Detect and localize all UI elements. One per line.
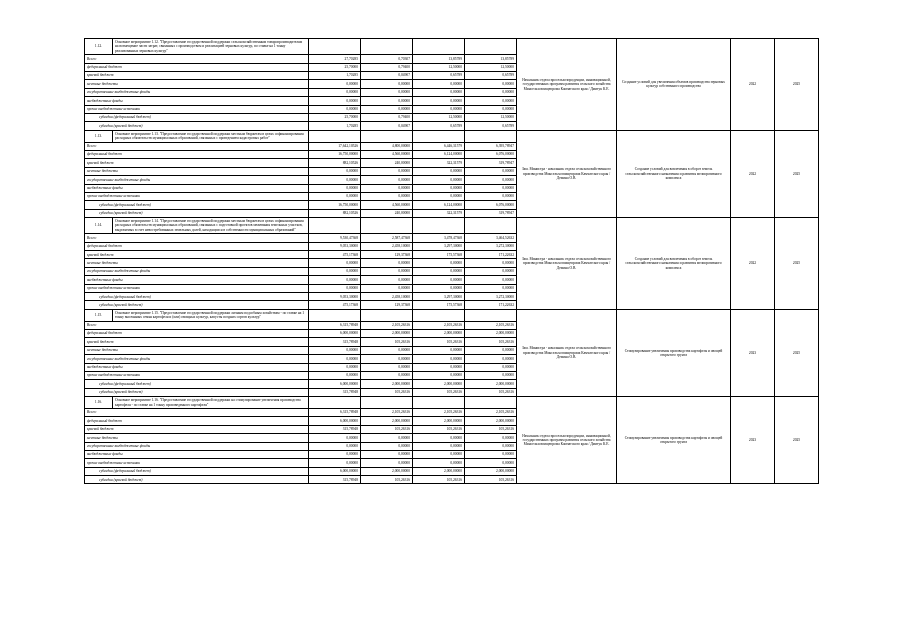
measure-number: 1.16.: [85, 397, 113, 409]
funding-value: 2,000,00000: [465, 380, 517, 388]
funding-value: 0,00000: [361, 459, 413, 467]
funding-value: 129,37368: [361, 251, 413, 259]
funding-value: 0,79400: [361, 113, 413, 121]
funding-value: 0,79400: [361, 63, 413, 71]
funding-value: 0,00000: [413, 184, 465, 192]
funding-value: 2,000,00000: [413, 417, 465, 425]
measure-number: 1.13.: [85, 130, 113, 142]
funding-source-label: государственные внебюджетные фонды: [85, 267, 309, 275]
funding-value: 12,50000: [465, 63, 517, 71]
funding-source-label: Всего:: [85, 142, 309, 150]
funding-value: 12,50000: [413, 113, 465, 121]
funding-value: 6,000,00000: [309, 380, 361, 388]
funding-value: 6,000,00000: [309, 467, 361, 475]
empty-cell: [465, 218, 517, 234]
funding-value: 0,00000: [413, 450, 465, 458]
empty-cell: [413, 218, 465, 234]
funding-source-label: государственные внебюджетные фонды: [85, 355, 309, 363]
measure-title: Основное мероприятие 1.13. "Предоставление государственной поддержки местным бюджетам в целях софинансирования расходных обязательств муниципальных образований, связанных с проведением кадастровых работ": [113, 130, 309, 142]
funding-source-label: государственные внебюджетные фонды: [85, 442, 309, 450]
funding-value: 6,000,00000: [309, 417, 361, 425]
expected-result-cell: Создание условий для вовлечения в оборот земель сельскохозяйственного назначения и развития мелиоративного комплекса: [617, 130, 731, 217]
funding-source-label: федеральный бюджет: [85, 242, 309, 250]
funding-value: 171,22632: [465, 301, 517, 309]
funding-value: 105,26316: [413, 476, 465, 484]
funding-value: 0,00000: [361, 442, 413, 450]
funding-value: 315,78948: [309, 425, 361, 433]
funding-source-label: внебюджетные фонды: [85, 363, 309, 371]
funding-value: 25,70000: [309, 113, 361, 121]
funding-source-label: прочие внебюджетные источники: [85, 459, 309, 467]
funding-value: 882,10526: [309, 159, 361, 167]
funding-value: 0,00000: [413, 192, 465, 200]
funding-value: 0,00000: [309, 105, 361, 113]
measure-number: 1.14.: [85, 218, 113, 234]
funding-source-label: субсидии (федеральный бюджет): [85, 293, 309, 301]
empty-cell: [361, 309, 413, 321]
funding-value: 0,00000: [309, 80, 361, 88]
funding-value: 9,053,30000: [309, 293, 361, 301]
funding-value: 0,00000: [413, 80, 465, 88]
executor-cell: Начальник отдела npoсельхозпродукции, инновационной, государственных программ развития сельского хозяйства Минсельхозпищепрома Камчатского края / Дмитук К.Е.: [517, 39, 617, 131]
funding-source-label: местные бюджеты: [85, 80, 309, 88]
funding-value: 0,00000: [361, 450, 413, 458]
end-year-cell: 2025: [775, 218, 819, 310]
funding-value: 240,00000: [361, 209, 413, 217]
funding-value: 0,00000: [361, 346, 413, 354]
funding-value: 2,587,47368: [361, 234, 413, 242]
table-body: [85, 39, 819, 484]
funding-value: 129,37368: [361, 301, 413, 309]
funding-value: 4,560,00000: [361, 201, 413, 209]
funding-value: 882,10526: [309, 209, 361, 217]
funding-value: 0,00000: [465, 346, 517, 354]
funding-value: 6,315,78948: [309, 321, 361, 329]
funding-source-label: внебюджетные фонды: [85, 97, 309, 105]
funding-source-label: субсидии (федеральный бюджет): [85, 380, 309, 388]
empty-cell: [413, 397, 465, 409]
funding-value: 2,000,00000: [361, 380, 413, 388]
expected-result-cell: Создание условий для вовлечения в оборот земель сельскохозяйственного назначения и развития мелиоративного комплекса: [617, 218, 731, 310]
funding-value: 2,000,00000: [413, 467, 465, 475]
funding-source-label: Всего:: [85, 408, 309, 416]
funding-source-label: федеральный бюджет: [85, 150, 309, 158]
funding-value: 105,26316: [361, 388, 413, 396]
funding-value: 0,00000: [465, 267, 517, 275]
funding-value: 0,00000: [465, 363, 517, 371]
empty-cell: [361, 218, 413, 234]
measure-header-row: [85, 397, 819, 409]
funding-value: 2,458,10000: [361, 242, 413, 250]
funding-value: 0,00000: [361, 105, 413, 113]
funding-value: 0,00000: [413, 442, 465, 450]
funding-value: 4,560,00000: [361, 150, 413, 158]
funding-value: 0,00000: [413, 346, 465, 354]
funding-source-label: субсидии (краевой бюджет): [85, 122, 309, 130]
funding-value: 25,70000: [309, 63, 361, 71]
funding-value: 105,26316: [361, 425, 413, 433]
funding-value: 105,26316: [465, 338, 517, 346]
measure-header-row: [85, 39, 819, 55]
funding-source-label: федеральный бюджет: [85, 63, 309, 71]
executor-cell: Зам. Министра - начальник отдела сельскохозяйственного производства Минсельхозпищепрома Камчатского края / Демина О.В.: [517, 218, 617, 310]
funding-value: 2,000,00000: [361, 330, 413, 338]
funding-value: 3,464,52632: [465, 234, 517, 242]
funding-value: 171,22632: [465, 251, 517, 259]
measure-header-row: [85, 218, 819, 234]
funding-source-label: местные бюджеты: [85, 167, 309, 175]
funding-value: 0,00000: [413, 267, 465, 275]
funding-value: 3,272,30000: [465, 242, 517, 250]
funding-value: 6,000,00000: [309, 330, 361, 338]
measure-title: Основное мероприятие 1.14. "Предоставление государственной поддержки местным бюджетам в целях софинансирования расходных обязательств муниципальных образований, связанных с подготовкой проектов межевания земельных участков, выделяемых в счет невостребованных земельных долей, находящихся в собственности муниципальных образований": [113, 218, 309, 234]
funding-value: 0,00000: [309, 450, 361, 458]
measure-number: 1.12.: [85, 39, 113, 55]
funding-value: 13,85789: [465, 55, 517, 63]
empty-cell: [465, 39, 517, 55]
funding-source-label: Всего:: [85, 234, 309, 242]
funding-value: 0,00000: [309, 97, 361, 105]
funding-value: 0,00000: [465, 459, 517, 467]
funding-source-label: государственные внебюджетные фонды: [85, 176, 309, 184]
funding-value: 2,000,00000: [465, 417, 517, 425]
funding-value: 1,70285: [309, 122, 361, 130]
start-year-cell: 2022: [731, 39, 775, 131]
funding-value: 0,00000: [361, 371, 413, 379]
funding-value: 105,26316: [361, 338, 413, 346]
end-year-cell: 2025: [775, 39, 819, 131]
funding-value: 0,65789: [413, 72, 465, 80]
empty-cell: [465, 130, 517, 142]
funding-value: 0,00000: [413, 259, 465, 267]
funding-value: 0,00000: [361, 276, 413, 284]
funding-value: 0,00000: [465, 259, 517, 267]
funding-value: 2,105,26316: [413, 321, 465, 329]
funding-value: 2,000,00000: [361, 467, 413, 475]
funding-value: 13,85789: [413, 55, 465, 63]
program-measures-table: [84, 38, 819, 484]
funding-value: 0,04907: [361, 122, 413, 130]
empty-cell: [465, 309, 517, 321]
funding-value: 0,00000: [413, 434, 465, 442]
funding-value: 0,00000: [465, 176, 517, 184]
funding-value: 0,00000: [413, 363, 465, 371]
funding-value: 0,00000: [309, 88, 361, 96]
empty-cell: [309, 309, 361, 321]
funding-value: 0,00000: [465, 276, 517, 284]
funding-source-label: государственные внебюджетные фонды: [85, 88, 309, 96]
empty-cell: [413, 309, 465, 321]
funding-source-label: местные бюджеты: [85, 434, 309, 442]
funding-source-label: краевой бюджет: [85, 425, 309, 433]
funding-value: 0,00000: [309, 346, 361, 354]
end-year-cell: 2025: [775, 130, 819, 217]
measure-title: Основное мероприятие 1.12. "Предоставление государственной поддержки сельскохозяйственным товаропроизводителям на возмещение части затрат, связанных с производством и реализацией зерновых культур, по ставке на 1 тонну реализованных зерновых культур": [113, 39, 309, 55]
funding-value: 2,000,00000: [361, 417, 413, 425]
funding-value: 2,105,26316: [465, 408, 517, 416]
funding-value: 6,076,00000: [465, 201, 517, 209]
funding-source-label: местные бюджеты: [85, 259, 309, 267]
measure-title: Основное мероприятие 1.15. "Предоставление государственной поддержки личным подсобным хозяйствам - по ставке на 1 тонну высеянных семян картофеля и (или) овощных культур, капусты поздних сортов культур": [113, 309, 309, 321]
funding-value: 0,00000: [361, 167, 413, 175]
funding-value: 0,00000: [413, 371, 465, 379]
funding-value: 0,00000: [309, 184, 361, 192]
funding-value: 0,00000: [465, 284, 517, 292]
measure-number: 1.15.: [85, 309, 113, 321]
funding-value: 0,00000: [361, 434, 413, 442]
empty-cell: [413, 39, 465, 55]
expected-result-cell: Создание условий для увеличения объемов производства зерновых культур собственного производства: [617, 39, 731, 131]
funding-value: 12,50000: [465, 113, 517, 121]
funding-value: 319,78947: [465, 159, 517, 167]
funding-source-label: прочие внебюджетные источники: [85, 284, 309, 292]
funding-source-label: Всего:: [85, 321, 309, 329]
funding-source-label: краевой бюджет: [85, 72, 309, 80]
funding-source-label: Всего:: [85, 55, 309, 63]
funding-value: 0,00000: [465, 371, 517, 379]
funding-value: 0,00000: [413, 459, 465, 467]
funding-source-label: прочие внебюджетные источники: [85, 105, 309, 113]
funding-source-label: субсидии (краевой бюджет): [85, 476, 309, 484]
funding-value: 0,00000: [309, 355, 361, 363]
funding-value: 12,50000: [413, 63, 465, 71]
funding-value: 0,00000: [413, 176, 465, 184]
funding-value: 2,000,00000: [465, 467, 517, 475]
measure-header-row: [85, 309, 819, 321]
end-year-cell: 2025: [775, 309, 819, 396]
empty-cell: [309, 39, 361, 55]
funding-value: 0,00000: [309, 176, 361, 184]
funding-value: 0,00000: [413, 97, 465, 105]
funding-value: 0,00000: [309, 371, 361, 379]
funding-source-label: внебюджетные фонды: [85, 184, 309, 192]
funding-value: 105,26316: [465, 388, 517, 396]
funding-value: 105,26316: [413, 338, 465, 346]
funding-value: 0,00000: [361, 267, 413, 275]
funding-value: 0,00000: [413, 276, 465, 284]
funding-value: 0,00000: [309, 167, 361, 175]
funding-source-label: внебюджетные фонды: [85, 450, 309, 458]
funding-value: 2,000,00000: [413, 380, 465, 388]
start-year-cell: 2023: [731, 309, 775, 396]
funding-value: 0,00000: [361, 176, 413, 184]
funding-value: 0,00000: [309, 276, 361, 284]
funding-value: 175,57368: [413, 251, 465, 259]
funding-value: 0,00000: [361, 97, 413, 105]
executor-cell: Зам. Министра - начальник отдела сельскохозяйственного производства Минсельхозпищепрома Камчатского края / Демина О.В.: [517, 309, 617, 396]
empty-cell: [413, 130, 465, 142]
funding-value: 0,00000: [413, 105, 465, 113]
funding-value: 1,70285: [309, 72, 361, 80]
expected-result-cell: Стимулирование увеличения производства картофеля и овощей открытого грунта: [617, 309, 731, 396]
funding-value: 0,65789: [413, 122, 465, 130]
funding-source-label: прочие внебюджетные источники: [85, 371, 309, 379]
funding-value: 2,105,26316: [361, 408, 413, 416]
funding-value: 240,00000: [361, 159, 413, 167]
funding-value: 475,17368: [309, 251, 361, 259]
funding-value: 3,272,30000: [465, 293, 517, 301]
funding-value: 3,297,30000: [413, 293, 465, 301]
funding-value: 105,26316: [361, 476, 413, 484]
funding-value: 2,000,00000: [413, 330, 465, 338]
funding-value: 0,00000: [309, 259, 361, 267]
funding-value: 6,395,78947: [465, 142, 517, 150]
funding-value: 0,00000: [361, 355, 413, 363]
expected-result-cell: Стимулирование увеличения производства картофеля и овощей открытого грунта: [617, 397, 731, 484]
funding-value: 2,458,10000: [361, 293, 413, 301]
funding-value: 0,65789: [465, 122, 517, 130]
funding-value: 105,26316: [413, 388, 465, 396]
funding-value: 0,00000: [465, 97, 517, 105]
funding-value: 315,78948: [309, 476, 361, 484]
funding-value: 0,65789: [465, 72, 517, 80]
funding-value: 27,70285: [309, 55, 361, 63]
funding-value: 0,00000: [465, 88, 517, 96]
funding-value: 16,750,00000: [309, 201, 361, 209]
funding-value: 0,00000: [361, 259, 413, 267]
funding-value: 6,315,78948: [309, 408, 361, 416]
funding-value: 0,00000: [465, 442, 517, 450]
funding-value: 0,00000: [309, 267, 361, 275]
funding-value: 17,642,10526: [309, 142, 361, 150]
funding-value: 0,00000: [309, 284, 361, 292]
end-year-cell: 2025: [775, 397, 819, 484]
funding-value: 0,00000: [309, 459, 361, 467]
funding-value: 475,17368: [309, 301, 361, 309]
funding-value: 6,124,00000: [413, 150, 465, 158]
funding-value: 319,78947: [465, 209, 517, 217]
funding-value: 0,00000: [413, 88, 465, 96]
funding-value: 4,800,00000: [361, 142, 413, 150]
funding-value: 0,00000: [465, 355, 517, 363]
funding-source-label: местные бюджеты: [85, 346, 309, 354]
funding-value: 0,00000: [413, 355, 465, 363]
funding-value: 2,105,26316: [465, 321, 517, 329]
empty-cell: [361, 39, 413, 55]
funding-value: 9,053,30000: [309, 242, 361, 250]
funding-value: 322,31579: [413, 159, 465, 167]
funding-value: 0,00000: [309, 434, 361, 442]
empty-cell: [309, 218, 361, 234]
funding-source-label: федеральный бюджет: [85, 417, 309, 425]
funding-value: 9,530,47368: [309, 234, 361, 242]
funding-value: 2,000,00000: [465, 330, 517, 338]
start-year-cell: 2023: [731, 397, 775, 484]
funding-value: 0,00000: [465, 105, 517, 113]
funding-source-label: прочие внебюджетные источники: [85, 192, 309, 200]
executor-cell: Зам. Министра - начальник отдела сельскохозяйственного производства Минсельхозпищепрома Камчатского края / Демина О.В.: [517, 130, 617, 217]
funding-value: 0,00000: [361, 363, 413, 371]
funding-value: 315,78948: [309, 338, 361, 346]
funding-value: 175,57368: [413, 301, 465, 309]
budget-table-sheet: [84, 38, 818, 484]
funding-source-label: субсидии (федеральный бюджет): [85, 113, 309, 121]
funding-value: 2,105,26316: [361, 321, 413, 329]
funding-source-label: внебюджетные фонды: [85, 276, 309, 284]
funding-value: 105,26316: [413, 425, 465, 433]
funding-source-label: субсидии (краевой бюджет): [85, 209, 309, 217]
funding-value: 6,446,31579: [413, 142, 465, 150]
funding-source-label: субсидии (федеральный бюджет): [85, 201, 309, 209]
empty-cell: [361, 397, 413, 409]
empty-cell: [309, 397, 361, 409]
start-year-cell: 2022: [731, 130, 775, 217]
funding-value: 3,297,30000: [413, 242, 465, 250]
funding-value: 6,076,00000: [465, 150, 517, 158]
funding-source-label: краевой бюджет: [85, 338, 309, 346]
empty-cell: [361, 130, 413, 142]
measure-header-row: [85, 130, 819, 142]
funding-value: 2,105,26316: [413, 408, 465, 416]
funding-value: 6,124,00000: [413, 201, 465, 209]
funding-value: 0,00000: [465, 450, 517, 458]
funding-value: 0,00000: [309, 442, 361, 450]
funding-value: 0,00000: [465, 434, 517, 442]
funding-source-label: федеральный бюджет: [85, 330, 309, 338]
executor-cell: Начальник отдела npoсельхозпродукции, инновационной, государственных программ развития сельского хозяйства Минсельхозпищепрома Камчатского края / Дмитук К.Е.: [517, 397, 617, 484]
funding-value: 0,00000: [309, 192, 361, 200]
funding-value: 315,78948: [309, 388, 361, 396]
funding-value: 0,00000: [465, 167, 517, 175]
funding-value: 3,478,47368: [413, 234, 465, 242]
funding-value: 0,00000: [465, 192, 517, 200]
funding-value: 16,750,00000: [309, 150, 361, 158]
measure-title: Основное мероприятие 1.16. "Предоставление государственной поддержки на стимулирование увеличения производства картофеля - по ставке на 1 тонну произведенного картофеля": [113, 397, 309, 409]
funding-value: 0,00000: [413, 167, 465, 175]
funding-source-label: субсидии (краевой бюджет): [85, 388, 309, 396]
funding-source-label: краевой бюджет: [85, 251, 309, 259]
funding-value: 0,00000: [361, 284, 413, 292]
empty-cell: [309, 130, 361, 142]
funding-value: 0,00000: [361, 192, 413, 200]
funding-source-label: субсидии (федеральный бюджет): [85, 467, 309, 475]
funding-value: 0,00000: [465, 184, 517, 192]
funding-value: 0,00000: [361, 184, 413, 192]
funding-value: 322,31579: [413, 209, 465, 217]
funding-value: 0,04907: [361, 72, 413, 80]
funding-value: 105,26316: [465, 425, 517, 433]
funding-source-label: краевой бюджет: [85, 159, 309, 167]
start-year-cell: 2022: [731, 218, 775, 310]
empty-cell: [465, 397, 517, 409]
funding-value: 0,00000: [361, 88, 413, 96]
funding-value: 0,00000: [361, 80, 413, 88]
funding-value: 105,26316: [465, 476, 517, 484]
funding-value: 0,70307: [361, 55, 413, 63]
funding-value: 0,00000: [465, 80, 517, 88]
funding-source-label: субсидии (краевой бюджет): [85, 301, 309, 309]
funding-value: 0,00000: [309, 363, 361, 371]
funding-value: 0,00000: [413, 284, 465, 292]
